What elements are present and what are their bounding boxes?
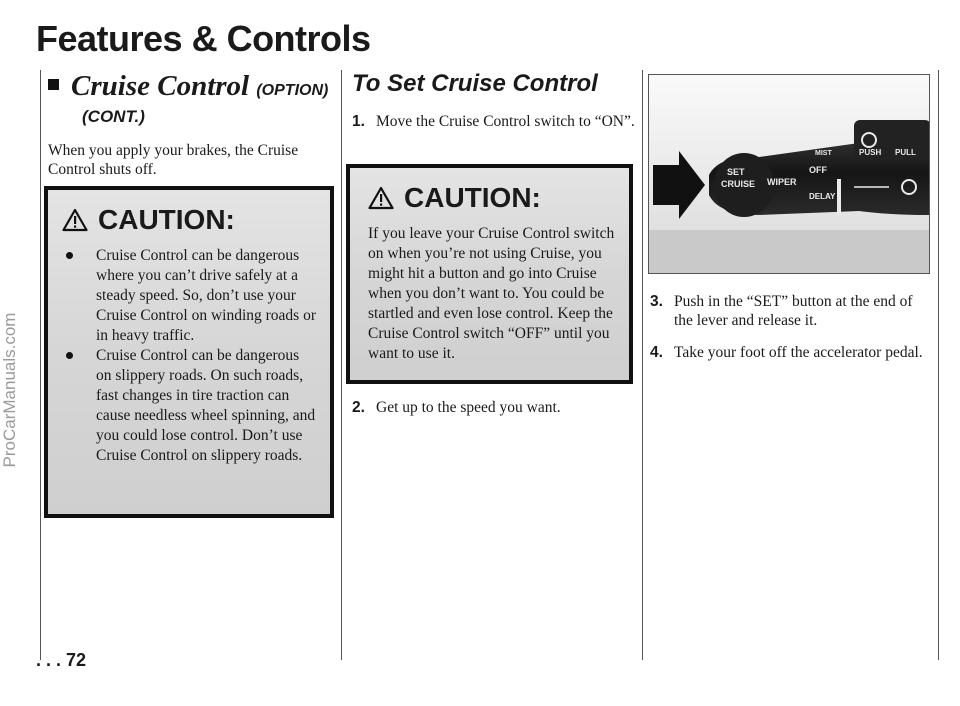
warning-triangle-icon	[62, 208, 88, 232]
page-number: . . . 72	[36, 650, 87, 670]
step-3-text: Push in the “SET” button at the end of the lever and release it.	[674, 293, 913, 329]
step-2	[352, 398, 637, 417]
step-4	[650, 343, 935, 362]
delay-label: DELAY	[809, 192, 836, 201]
middle-title: To Set Cruise Control	[352, 70, 598, 97]
set-label: SET	[727, 167, 745, 177]
section-title	[48, 70, 333, 103]
column-rule-middle	[341, 70, 342, 660]
caution-box-middle	[346, 164, 633, 384]
left-column	[48, 70, 333, 179]
step-3	[650, 292, 935, 330]
off-label: OFF	[809, 165, 827, 175]
caution-item: Cruise Control can be dangerous where you can’t drive safely at a steady speed. So, don’t use your Cruise Control on winding roads or in heavy traffic.	[56, 246, 316, 346]
step-4-text: Take your foot off the accelerator pedal.	[674, 344, 923, 361]
step-1	[352, 112, 637, 131]
side-watermark	[0, 90, 22, 690]
pull-label: PULL	[895, 148, 916, 157]
step-2-number: 2.	[352, 399, 365, 416]
caution-text-middle: If you leave your Cruise Control switch on when you’re not using Cruise, you might hit a button and go into Cruise when you don’t want to. You could be startled and even lose control. Keep the Cruise Control switch “OFF” until you want to use it.	[368, 225, 615, 362]
caution-heading-middle	[368, 182, 615, 214]
cruise-lever-photo	[648, 74, 930, 274]
wiper-label: WIPER	[767, 177, 797, 187]
mist-label: MIST	[815, 150, 832, 157]
middle-column	[352, 70, 637, 131]
watermark-text: ProCarManuals.com	[0, 312, 19, 468]
page-title: Features & Controls	[36, 18, 371, 59]
warning-triangle-icon	[368, 186, 394, 210]
step-1-number: 1.	[352, 113, 365, 130]
caution-box-left	[44, 186, 334, 518]
push-label: PUSH	[859, 148, 882, 157]
caution-title-left: CAUTION:	[98, 204, 235, 235]
column-rule-right-start	[642, 70, 643, 660]
column-rule-right-end	[938, 70, 939, 660]
intro-paragraph: When you apply your brakes, the Cruise Control shuts off.	[48, 142, 299, 178]
step-3-number: 3.	[650, 293, 663, 310]
section-option: (OPTION)	[256, 82, 329, 99]
caution-list-left	[56, 246, 316, 466]
square-bullet-icon	[48, 79, 59, 90]
caution-heading-left	[62, 204, 316, 236]
middle-column-lower	[352, 398, 637, 417]
lever-illustration	[649, 75, 930, 274]
step-1-text: Move the Cruise Control switch to “ON”.	[376, 113, 635, 130]
step-2-text: Get up to the speed you want.	[376, 399, 561, 416]
step-4-number: 4.	[650, 344, 663, 361]
cruise-label: CRUISE	[721, 179, 756, 189]
column-rule-left	[40, 70, 41, 660]
section-title-text: Cruise Control	[71, 70, 250, 102]
continued-label: (CONT.)	[82, 107, 145, 126]
caution-title-middle: CAUTION:	[404, 182, 541, 213]
caution-item: Cruise Control can be dangerous on slippery roads. On such roads, fast changes in tire traction can cause needless wheel spinning, and you could lose control. Don’t use Cruise Control on slippery roads.	[56, 346, 316, 466]
right-column-steps	[650, 292, 935, 362]
